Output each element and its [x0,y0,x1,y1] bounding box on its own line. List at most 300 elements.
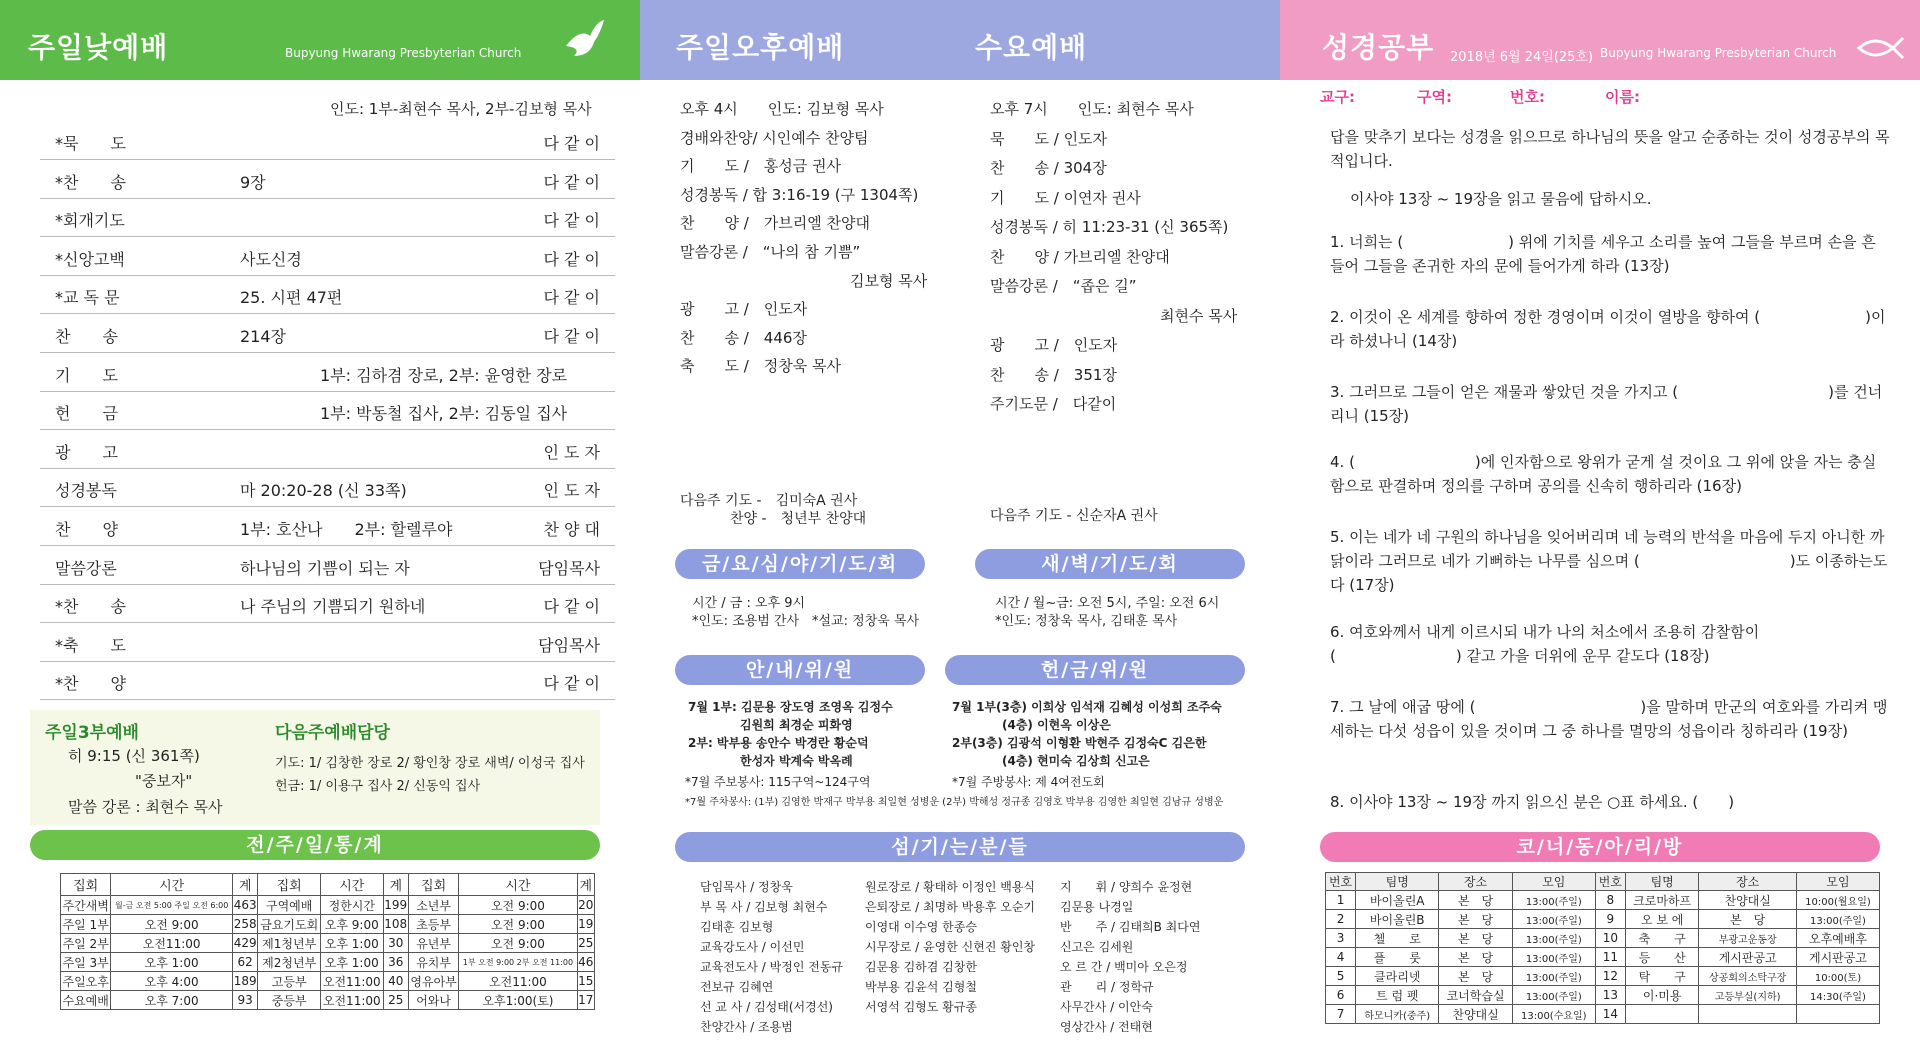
stats-cell: 15 [577,972,594,991]
order-leader: 인 도 자 [543,442,600,462]
club-cell: 13:00(주일) [1796,910,1879,929]
club-head-cell: 장소 [1699,873,1797,891]
stats-cell: 오후 1:00 [111,953,233,972]
club-head-cell: 장소 [1439,873,1512,891]
stats-row [61,953,595,972]
order-leader: 인 도 자 [543,481,600,501]
offer-line: 7월 1부(3층) 이희상 임석재 김혜성 이성희 조주숙 [952,700,1222,714]
club-cell: 바이올린A [1356,891,1439,910]
offer-line: (4층) 이현옥 이상은 [1002,718,1111,732]
church-name: Bupyung Hwarang Presbyterian Church [285,46,522,60]
stats-cell: 429 [232,934,257,953]
order-row [40,276,615,314]
stats-cell: 40 [383,972,408,991]
stats-cell: 30 [383,934,408,953]
club-head-cell: 팀명 [1625,873,1698,891]
order-row [40,469,615,507]
club-cell: 본 당 [1439,929,1512,948]
stats-cell: 구역예배 [258,896,321,915]
club-cell: 13:00(주일) [1512,948,1595,967]
serve-entry: 교육전도사 / 박정인 전동규 [700,960,843,974]
order-row [40,624,615,662]
order-label: *신앙고백 [55,249,125,269]
serve-entry: 전보규 김혜연 [700,980,774,994]
order-leader: 다 같 이 [543,288,600,308]
club-cell: 13:00(주일) [1512,986,1595,1005]
serve-entry: 서영석 김형도 황규종 [865,1000,977,1014]
serve-entry: 시무장로 / 윤영한 신현진 황인창 [865,940,1035,954]
stats-head-row [61,874,595,896]
club-cell: 축 구 [1625,929,1698,948]
order-label: 광 고 [55,442,118,462]
stats-row [61,896,595,915]
stats-cell: 초등부 [408,915,458,934]
order-detail: 1부: 박동철 집사, 2부: 김동일 집사 [320,404,568,424]
serve-entry: 이영대 이수영 한종승 [865,920,977,934]
club-cell: 본 당 [1439,910,1512,929]
stats-head-cell: 계 [232,874,257,896]
stats-cell: 유년부 [408,934,458,953]
church-name-3: Bupyung Hwarang Presbyterian Church [1600,46,1837,60]
afternoon-service-panel [640,0,1280,1061]
pm-line: 오후 4시 인도: 김보형 목사 [680,100,884,118]
stats-head-cell: 시간 [459,874,577,896]
club-cell: 찬양대실 [1699,891,1797,910]
club-cell: 9 [1595,910,1625,929]
serve-entry: 지 휘 / 양희수 윤정현 [1060,880,1193,894]
afternoon-title: 주일오후예배 [676,31,845,64]
stats-table [60,873,595,1010]
order-leader: 다 같 이 [543,134,600,153]
club-cell: 오 보 에 [1625,910,1698,929]
stats-cell: 오전11:00 [459,972,577,991]
order-label: 말씀강론 [55,558,117,578]
stats-cell: 25 [383,991,408,1010]
question-item: 1. 너희는 ( ) 위에 기치를 세우고 소리를 높여 그들을 부르며 손을 흔들어 그들을 존귀한 자의 문에 들어가게 하라 (13장) [1330,233,1876,275]
stats-cell: 189 [232,972,257,991]
order-leader: 다 같 이 [543,327,600,346]
club-cell: 7 [1326,1005,1356,1024]
pm-line: 찬 송 / 446장 [680,328,807,347]
serve-entry: 김태훈 김보형 [700,920,774,934]
stats-cell: 오전11:00 [321,972,383,991]
fish-icon [1855,34,1905,62]
stats-row [61,991,595,1010]
guide-title: 안/내/위/원 [675,655,925,685]
study-title: 성경공부 [1322,31,1435,64]
club-cell: 하모니카(중주) [1356,1005,1439,1024]
stats-row [61,934,595,953]
club-title: 코/너/동/아/리/방 [1320,832,1880,862]
field-zone: 구역: [1417,88,1452,106]
next-pm-prayer: 다음주 기도 - 김미숙A 권사 [680,493,858,509]
order-leader: 다 같 이 [543,597,600,617]
club-row [1326,1005,1880,1024]
order-label: *축 도 [55,635,126,655]
study-date: 2018년 6월 24일(25호) [1450,50,1594,65]
club-cell: 6 [1326,986,1356,1005]
stats-cell: 오후1:00(토) [459,991,577,1010]
pm-line: 성경봉독 / 합 3:16-19 (구 1304쪽) [680,185,919,204]
wed-line: 기 도 / 이연자 권사 [990,188,1141,207]
club-head-cell: 번호 [1326,873,1356,891]
stats-row [61,972,595,991]
stats-cell: 주일 2부 [61,934,111,953]
club-cell: 게시판공고 [1699,948,1797,967]
stats-cell: 주간새벽 [61,896,111,915]
stats-cell: 오후 1:00 [321,953,383,972]
club-cell: 본 당 [1439,967,1512,986]
friday-lead: *인도: 조용범 간사 *설교: 정창욱 목사 [692,614,920,629]
stats-cell: 62 [232,953,257,972]
order-leader: 다 같 이 [543,211,600,231]
dawn-lead: *인도: 정창욱 목사, 김태훈 목사 [995,614,1178,629]
club-cell: 찬양대실 [1439,1005,1512,1024]
order-detail: 25. 시편 47편 [240,288,343,308]
serve-entry: 김문용 나경일 [1060,900,1134,914]
pm-line: 광 고 / 인도자 [680,300,808,319]
order-row [40,354,615,392]
order-row [40,238,615,276]
stats-cell: 주일오후 [61,972,111,991]
pm-line: 경배와찬양/ 시인예수 찬양팀 [680,128,869,147]
serve-entry: 김문용 김하겸 김창한 [865,960,977,974]
serve-title: 섬/기/는/분/들 [675,832,1245,862]
club-cell: 13:00(주일) [1512,891,1595,910]
order-row [40,199,615,237]
club-cell: 10 [1595,929,1625,948]
stats-cell: 제2청년부 [258,953,321,972]
question-item: 7. 그 날에 애굽 땅에 ( )을 말하며 만군의 여호와를 가리켜 맹세하는 다섯 성읍이 있을 것이며 그 중 하나를 멸망의 성읍이라 칭하리라 (19장) [1330,698,1888,740]
club-cell: 5 [1326,967,1356,986]
club-cell: 3 [1326,929,1356,948]
note-parking: *7월 주차봉사: (1부) 김영한 박재구 박부용 최일현 성병운 (2부) 박해성 정규종 김영호 박부용 김영한 최일현 김남규 성병운 [685,797,1224,808]
third-line-2: "중보자" [135,772,193,790]
next-duty-2: 헌금: 1/ 이용구 집사 2/ 신동익 집사 [275,779,481,794]
question-item: 3. 그러므로 그들이 얻은 재물과 쌓았던 것을 가지고 ( )를 건너리니 (15장) [1330,383,1883,425]
stats-head-cell: 집회 [408,874,458,896]
club-row [1326,948,1880,967]
stats-cell: 463 [232,896,257,915]
order-detail: 나 주님의 기쁨되기 원하네 [240,597,426,617]
intro-text: 답을 맞추기 보다는 성경을 읽으므로 하나님의 뜻을 알고 순종하는 것이 성경공부의 목적입니다. [1330,128,1890,170]
leader-line: 인도: 1부-최현수 목사, 2부-김보형 목사 [330,100,592,118]
stats-cell: 금요기도회 [258,915,321,934]
stats-head-cell: 계 [577,874,594,896]
instruction: 이사야 13장 ~ 19장을 읽고 물음에 답하시오. [1350,190,1652,208]
club-cell: 14 [1595,1005,1625,1024]
stats-cell: 20 [577,896,594,915]
club-cell: 13:00(주일) [1512,967,1595,986]
order-label: *찬 송 [55,597,126,617]
question-item: 5. 이는 네가 네 구원의 하나님을 잊어버리며 네 능력의 반석을 마음에 두지 아니한 까닭이라 그러므로 네가 기뻐하는 나무를 심으며 ( )도 이종하는도다 (17장) [1330,528,1888,594]
order-label: 찬 양 [55,520,118,539]
club-cell: 게시판공고 [1796,948,1879,967]
club-cell: 본 당 [1439,891,1512,910]
order-row [40,122,615,160]
club-cell: 클라리넷 [1356,967,1439,986]
stats-cell: 오전11:00 [321,991,383,1010]
stats-head-cell: 시간 [321,874,383,896]
order-detail: 마 20:20-28 (신 33쪽) [240,481,407,501]
order-leader: 담임목사 [538,635,600,655]
stats-cell: 46 [577,953,594,972]
wed-line: 주기도문 / 다같이 [990,395,1117,413]
offer-line: (4층) 현미숙 김상희 신고은 [1002,754,1150,768]
club-cell: 크로마하프 [1625,891,1698,910]
order-label: *회개기도 [55,211,125,231]
wed-line: 최현수 목사 [1160,306,1238,325]
club-head-cell: 팀명 [1356,873,1439,891]
wed-line: 광 고 / 인도자 [990,336,1118,354]
stats-cell: 유치부 [408,953,458,972]
pm-line: 김보형 목사 [850,271,928,290]
order-label: 헌 금 [55,404,118,424]
serve-entry: 담임목사 / 정창욱 [700,880,793,894]
serve-entry: 은퇴장로 / 최명하 박용후 오순기 [865,900,1035,914]
bible-study-panel [1280,0,1920,1061]
order-row [40,585,615,623]
next-wed-prayer: 다음주 기도 - 신순자A 권사 [990,508,1158,524]
club-cell: 13 [1595,986,1625,1005]
order-detail: 하나님의 기쁨이 되는 자 [240,558,410,578]
club-head-cell: 번호 [1595,873,1625,891]
club-cell: 트 럼 펫 [1356,986,1439,1005]
order-label: *묵 도 [55,134,126,153]
club-row [1326,986,1880,1005]
club-cell: 첼 로 [1356,929,1439,948]
next-pm-praise: 찬양 - 청년부 찬양대 [730,511,867,527]
order-label: *찬 송 [55,172,126,192]
serve-entry: 사무간사 / 이안숙 [1060,1000,1153,1014]
stats-cell: 108 [383,915,408,934]
order-row [40,547,615,585]
stats-cell: 월-금 오전 5:00 주일 오전 6:00 [111,896,233,915]
club-cell: 14:30(주일) [1796,986,1879,1005]
order-row [40,315,615,353]
serve-entry: 반 주 / 김태희B 최다연 [1060,920,1201,934]
stats-cell: 오전 9:00 [459,915,577,934]
club-row [1326,929,1880,948]
serve-entry: 선 교 사 / 김성태(서경선) [700,1000,833,1014]
pm-line: 찬 양 / 가브리엘 찬양대 [680,214,871,233]
stats-cell: 오전 9:00 [459,896,577,915]
club-cell: 2 [1326,910,1356,929]
club-cell: 코너학습실 [1439,986,1512,1005]
order-detail: 1부: 호산나 2부: 할렐루야 [240,520,453,539]
pm-line: 말씀강론 / “나의 참 기쁨” [680,243,861,261]
offer-title: 헌/금/위/원 [945,655,1245,685]
club-cell [1625,1005,1698,1024]
club-cell: 12 [1595,967,1625,986]
club-cell: 오후예배후 [1796,929,1879,948]
stats-cell: 19 [577,915,594,934]
order-detail: 사도신경 [240,249,302,269]
club-cell: 플 룻 [1356,948,1439,967]
guide-line: 2부: 박부용 송안수 박경란 황순덕 [688,736,869,750]
club-head-cell: 모임 [1796,873,1879,891]
stats-cell: 주일 1부 [61,915,111,934]
order-label: *교 독 문 [55,288,120,308]
order-leader: 다 같 이 [543,249,600,269]
club-cell: 등 산 [1625,948,1698,967]
stats-head-cell: 집회 [258,874,321,896]
friday-title: 금/요/심/야/기/도/회 [675,549,925,579]
stats-cell: 오전 9:00 [459,934,577,953]
club-row [1326,910,1880,929]
stats-cell: 수요예배 [61,991,111,1010]
note-kitchen: *7월 주방봉사: 제 4여전도회 [952,775,1105,789]
order-leader: 담임목사 [538,558,600,578]
question-item: 4. ( )에 인자함으로 왕위가 굳게 설 것이요 그 위에 앉을 자는 충실함으로 판결하며 정의를 구하며 공의를 신속히 행하리라 (16장) [1330,453,1877,495]
club-cell [1699,1005,1797,1024]
serve-entry: 오 르 간 / 백미아 오은정 [1060,960,1188,974]
order-label: *찬 양 [55,674,126,694]
third-line-1: 히 9:15 (신 361쪽) [68,747,200,765]
wed-line: 말씀강론 / “좁은 길” [990,277,1137,295]
stats-cell: 정한시간 [321,896,383,915]
stats-cell: 1부 오전 9:00 2부 오전 11:00 [459,953,577,972]
wednesday-title: 수요예배 [975,31,1088,64]
stats-cell: 소년부 [408,896,458,915]
serve-entry: 찬양간사 / 조용범 [700,1020,793,1034]
order-leader: 다 같 이 [543,674,600,694]
wed-line: 찬 송 / 304장 [990,159,1107,177]
dove-icon [560,16,608,66]
order-row [40,161,615,199]
field-number: 번호: [1510,88,1545,106]
question-item: 6. 여호와께서 내게 이르시되 내가 나의 처소에서 조용히 감찰함이 ( ) 같고 가을 더위에 운무 같도다 (18장) [1330,623,1760,665]
club-cell: 13:00(주일) [1512,910,1595,929]
club-cell: 본 당 [1699,910,1797,929]
pm-line: 축 도 / 정창욱 목사 [680,357,842,376]
club-cell: 1 [1326,891,1356,910]
club-cell: 10:00(토) [1796,967,1879,986]
panel-title: 주일낮예배 [28,31,169,64]
serve-entry: 신고은 김세원 [1060,940,1134,954]
next-duty-1: 기도: 1/ 김창한 장로 2/ 황인창 장로 새벽/ 이성국 집사 [275,756,585,771]
serve-entry: 교육강도사 / 이선민 [700,940,805,954]
club-row [1326,967,1880,986]
stats-head-cell: 계 [383,874,408,896]
stats-cell: 오후 9:00 [321,915,383,934]
club-head-cell: 모임 [1512,873,1595,891]
stats-head-cell: 시간 [111,874,233,896]
serve-entry: 부 목 사 / 김보형 최현수 [700,900,828,914]
club-cell: 부광고운동장 [1699,929,1797,948]
stats-cell: 영유아부 [408,972,458,991]
serve-entry: 원로장로 / 황태하 이정인 백용식 [865,880,1035,894]
stats-cell: 제1청년부 [258,934,321,953]
stats-cell: 주일 3부 [61,953,111,972]
club-cell: 상공회의소탁구장 [1699,967,1797,986]
stats-head-cell: 집회 [61,874,111,896]
order-row [40,392,615,430]
wed-line: 묵 도 / 인도자 [990,129,1108,148]
club-cell: 바이올린B [1356,910,1439,929]
club-cell: 본 당 [1439,948,1512,967]
stats-cell: 오후 1:00 [321,934,383,953]
stats-cell: 36 [383,953,408,972]
serve-entry: 영상간사 / 전태현 [1060,1020,1153,1034]
field-name: 이름: [1605,88,1640,106]
stats-cell: 오전11:00 [111,934,233,953]
club-cell: 11 [1595,948,1625,967]
next-duty-title: 다음주예배담당 [275,723,390,743]
club-cell: 10:00(월요일) [1796,891,1879,910]
stats-cell: 오후 4:00 [111,972,233,991]
header-band-3 [1280,0,1920,80]
club-table [1325,872,1880,1024]
third-service-title: 주일3부예배 [45,723,139,743]
serve-entry: 관 리 / 정학규 [1060,980,1154,994]
club-cell: 4 [1326,948,1356,967]
third-line-3: 말씀 강론 : 최현수 목사 [68,798,223,816]
order-label: 성경봉독 [55,481,117,501]
guide-line: 한성자 박계숙 박옥례 [740,754,853,768]
wed-line: 찬 양 / 가브리엘 찬양대 [990,247,1170,266]
stats-cell: 오후 7:00 [111,991,233,1010]
order-leader: 다 같 이 [543,172,600,192]
order-detail: 214장 [240,327,286,346]
order-detail: 9장 [240,172,266,192]
order-detail: 1부: 김하겸 장로, 2부: 윤영한 장로 [320,365,568,385]
stats-cell: 17 [577,991,594,1010]
note-bulletin: *7월 주보봉사: 115구역~124구역 [685,775,871,789]
header-band-2 [640,0,1280,80]
header-band [0,0,640,80]
field-district: 교구: [1320,88,1355,106]
sunday-service-panel [0,0,640,1061]
dawn-title: 새/벽/기/도/회 [975,549,1245,579]
order-row [40,508,615,546]
stats-row [61,915,595,934]
stats-cell: 93 [232,991,257,1010]
stats-cell: 199 [383,896,408,915]
friday-time: 시간 / 금 : 오후 9시 [692,596,806,611]
wed-line: 성경봉독 / 히 11:23-31 (신 365쪽) [990,218,1229,236]
wed-line: 오후 7시 인도: 최현수 목사 [990,100,1194,118]
order-row [40,662,615,700]
wed-line: 찬 송 / 351장 [990,365,1117,384]
club-cell [1796,1005,1879,1024]
order-label: 기 도 [55,365,118,385]
club-head-row [1326,873,1880,891]
order-leader: 찬 양 대 [543,520,600,539]
guide-line: 7월 1부: 김문용 장도영 조영옥 김정수 [688,700,893,714]
stats-cell: 어와나 [408,991,458,1010]
club-cell: 13:00(주일) [1512,929,1595,948]
order-row [40,431,615,469]
club-row [1326,891,1880,910]
order-label: 찬 송 [55,327,118,346]
guide-line: 김원희 최경순 피화영 [740,718,853,732]
question-item: 2. 이것이 온 세계를 향하여 정한 경영이며 이것이 열방을 향하여 ( )이라 하셨나니 (14장) [1330,308,1886,350]
club-cell: 13:00(수요일) [1512,1005,1595,1024]
stats-title: 전/주/일/통/계 [30,830,600,860]
serve-entry: 박부용 김윤석 김형철 [865,980,977,994]
stats-cell: 중등부 [258,991,321,1010]
stats-cell: 고등부 [258,972,321,991]
stats-cell: 25 [577,934,594,953]
club-cell: 탁 구 [1625,967,1698,986]
club-cell: 고등부실(지하) [1699,986,1797,1005]
stats-cell: 258 [232,915,257,934]
stats-cell: 오전 9:00 [111,915,233,934]
club-cell: 이·미용 [1625,986,1698,1005]
dawn-time: 시간 / 월~금: 오전 5시, 주일: 오전 6시 [995,596,1220,611]
question-item: 8. 이사야 13장 ~ 19장 까지 읽으신 분은 ○표 하세요. ( ) [1330,793,1735,811]
